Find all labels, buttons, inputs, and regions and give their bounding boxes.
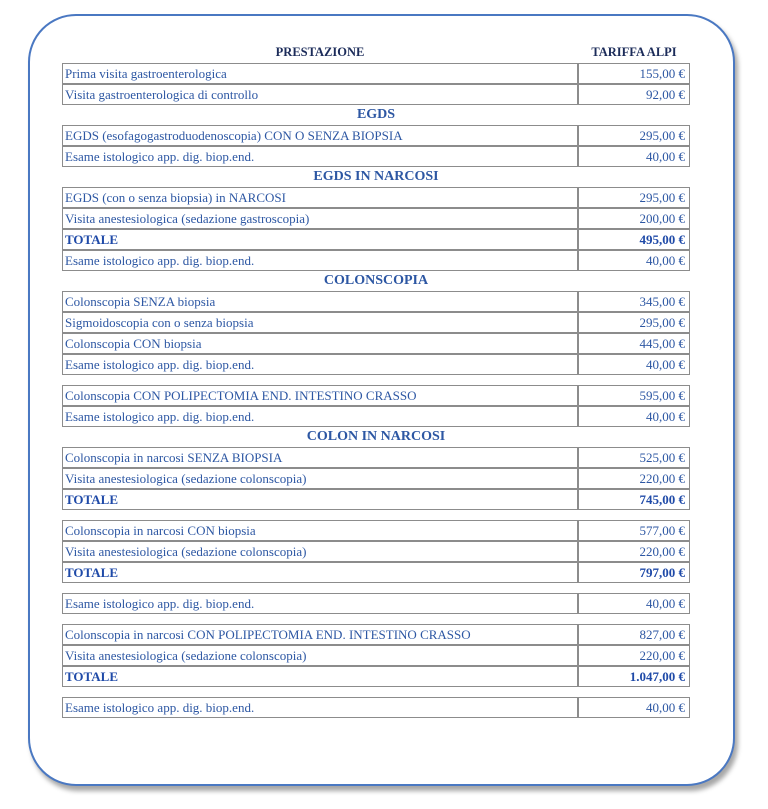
service-description: Visita anestesiologica (sedazione colonscopia) bbox=[62, 645, 578, 666]
total-label: TOTALE bbox=[62, 489, 578, 510]
service-price: 92,00 € bbox=[578, 84, 690, 105]
spacer bbox=[62, 375, 690, 385]
spacer bbox=[62, 687, 690, 697]
service-description: Esame istologico app. dig. biop.end. bbox=[62, 146, 578, 167]
service-price: 345,00 € bbox=[578, 291, 690, 312]
total-row bbox=[62, 666, 690, 687]
table-row bbox=[62, 312, 690, 333]
spacer bbox=[62, 583, 690, 593]
table-row bbox=[62, 187, 690, 208]
service-description: Esame istologico app. dig. biop.end. bbox=[62, 354, 578, 375]
spacer bbox=[62, 510, 690, 520]
table-row bbox=[62, 520, 690, 541]
table-row bbox=[62, 250, 690, 271]
table-row bbox=[62, 385, 690, 406]
service-description: Colonscopia in narcosi SENZA BIOPSIA bbox=[62, 447, 578, 468]
total-value: 797,00 € bbox=[578, 562, 690, 583]
table-row bbox=[62, 645, 690, 666]
table-row bbox=[62, 333, 690, 354]
service-price: 295,00 € bbox=[578, 187, 690, 208]
service-description: Colonscopia CON biopsia bbox=[62, 333, 578, 354]
table-row bbox=[62, 125, 690, 146]
header-prestazione: PRESTAZIONE bbox=[275, 45, 365, 59]
service-price: 220,00 € bbox=[578, 541, 690, 562]
service-price: 445,00 € bbox=[578, 333, 690, 354]
table-row bbox=[62, 468, 690, 489]
table-row bbox=[62, 63, 690, 84]
service-description: Esame istologico app. dig. biop.end. bbox=[62, 406, 578, 427]
total-row bbox=[62, 489, 690, 510]
table-row bbox=[62, 354, 690, 375]
service-price: 577,00 € bbox=[578, 520, 690, 541]
service-price: 295,00 € bbox=[578, 125, 690, 146]
total-row bbox=[62, 229, 690, 250]
service-description: Visita anestesiologica (sedazione colonscopia) bbox=[62, 541, 578, 562]
total-label: TOTALE bbox=[62, 562, 578, 583]
service-price: 525,00 € bbox=[578, 447, 690, 468]
table-row bbox=[62, 593, 690, 614]
service-description: EGDS (esofagogastroduodenoscopia) CON O SENZA BIOPSIA bbox=[62, 125, 578, 146]
service-price: 220,00 € bbox=[578, 645, 690, 666]
total-row bbox=[62, 562, 690, 583]
service-description: Prima visita gastroenterologica bbox=[62, 63, 578, 84]
total-label: TOTALE bbox=[62, 229, 578, 250]
service-price: 155,00 € bbox=[578, 63, 690, 84]
section-title: EGDS bbox=[356, 107, 396, 122]
table-row bbox=[62, 624, 690, 645]
service-price: 40,00 € bbox=[578, 250, 690, 271]
service-description: Visita anestesiologica (sedazione gastroscopia) bbox=[62, 208, 578, 229]
table-row bbox=[62, 291, 690, 312]
table-body bbox=[62, 63, 690, 718]
service-price: 40,00 € bbox=[578, 146, 690, 167]
service-price: 40,00 € bbox=[578, 354, 690, 375]
tariff-table bbox=[62, 43, 690, 718]
service-price: 40,00 € bbox=[578, 406, 690, 427]
table-header bbox=[62, 43, 690, 63]
service-description: Esame istologico app. dig. biop.end. bbox=[62, 250, 578, 271]
spacer bbox=[62, 614, 690, 624]
total-label: TOTALE bbox=[62, 666, 578, 687]
service-description: Esame istologico app. dig. biop.end. bbox=[62, 593, 578, 614]
service-price: 40,00 € bbox=[578, 697, 690, 718]
table-row bbox=[62, 406, 690, 427]
service-description: EGDS (con o senza biopsia) in NARCOSI bbox=[62, 187, 578, 208]
service-description: Colonscopia in narcosi CON biopsia bbox=[62, 520, 578, 541]
total-value: 495,00 € bbox=[578, 229, 690, 250]
table-row bbox=[62, 146, 690, 167]
service-description: Colonscopia in narcosi CON POLIPECTOMIA END. INTESTINO CRASSO bbox=[62, 624, 578, 645]
service-price: 40,00 € bbox=[578, 593, 690, 614]
table-row bbox=[62, 208, 690, 229]
table-row bbox=[62, 447, 690, 468]
service-description: Sigmoidoscopia con o senza biopsia bbox=[62, 312, 578, 333]
service-price: 827,00 € bbox=[578, 624, 690, 645]
service-description: Visita gastroenterologica di controllo bbox=[62, 84, 578, 105]
service-description: Esame istologico app. dig. biop.end. bbox=[62, 697, 578, 718]
header-tariffa: TARIFFA ALPI bbox=[591, 45, 677, 59]
total-value: 1.047,00 € bbox=[578, 666, 690, 687]
section-title: COLON IN NARCOSI bbox=[306, 429, 446, 444]
service-price: 595,00 € bbox=[578, 385, 690, 406]
table-row bbox=[62, 697, 690, 718]
service-price: 200,00 € bbox=[578, 208, 690, 229]
table-row bbox=[62, 541, 690, 562]
section-title: COLONSCOPIA bbox=[323, 273, 429, 288]
service-description: Colonscopia CON POLIPECTOMIA END. INTESTINO CRASSO bbox=[62, 385, 578, 406]
service-price: 295,00 € bbox=[578, 312, 690, 333]
service-description: Colonscopia SENZA biopsia bbox=[62, 291, 578, 312]
section-title: EGDS IN NARCOSI bbox=[313, 169, 439, 184]
service-price: 220,00 € bbox=[578, 468, 690, 489]
table-row bbox=[62, 84, 690, 105]
service-description: Visita anestesiologica (sedazione colonscopia) bbox=[62, 468, 578, 489]
total-value: 745,00 € bbox=[578, 489, 690, 510]
